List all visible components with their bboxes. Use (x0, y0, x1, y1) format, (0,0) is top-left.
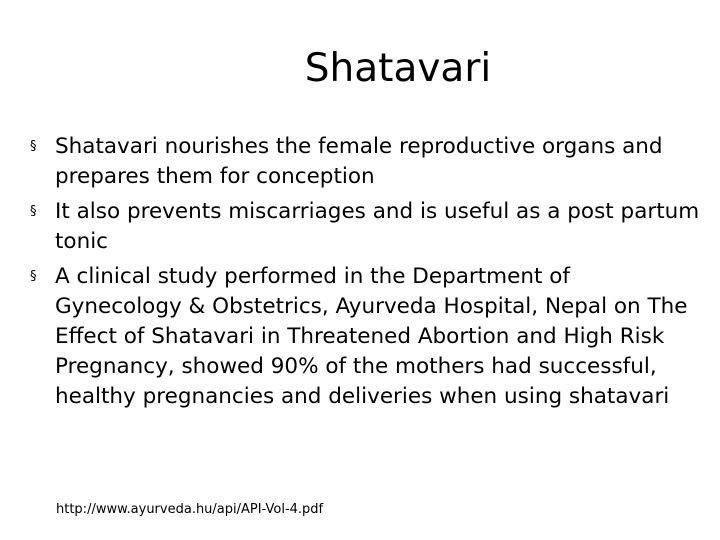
bullet-text: It also prevents miscarriages and is useful as a post partum tonic (55, 199, 700, 254)
bullet-text: A clinical study performed in the Department of Gynecology & Obstetrics, Ayurveda Hospital, Nepal on The Effect of Shatavari in Threatened Abortion and High Risk Pregnancy, showed 90% of the mothers had successful, healthy pregnancies and deliveries when using shatavari (55, 264, 688, 409)
slide-title: Shatavari (304, 46, 492, 91)
bullet-list (30, 132, 700, 417)
bullet-item (30, 262, 700, 412)
bullet-marker-icon: § (30, 139, 37, 154)
bullet-item (30, 132, 700, 192)
bullet-item (30, 197, 700, 257)
source-link[interactable]: http://www.ayurveda.hu/api/API-Vol-4.pdf (56, 502, 324, 517)
bullet-marker-icon: § (30, 204, 37, 219)
bullet-marker-icon: § (30, 269, 37, 284)
bullet-text: Shatavari nourishes the female reproductive organs and prepares them for conception (55, 134, 663, 189)
